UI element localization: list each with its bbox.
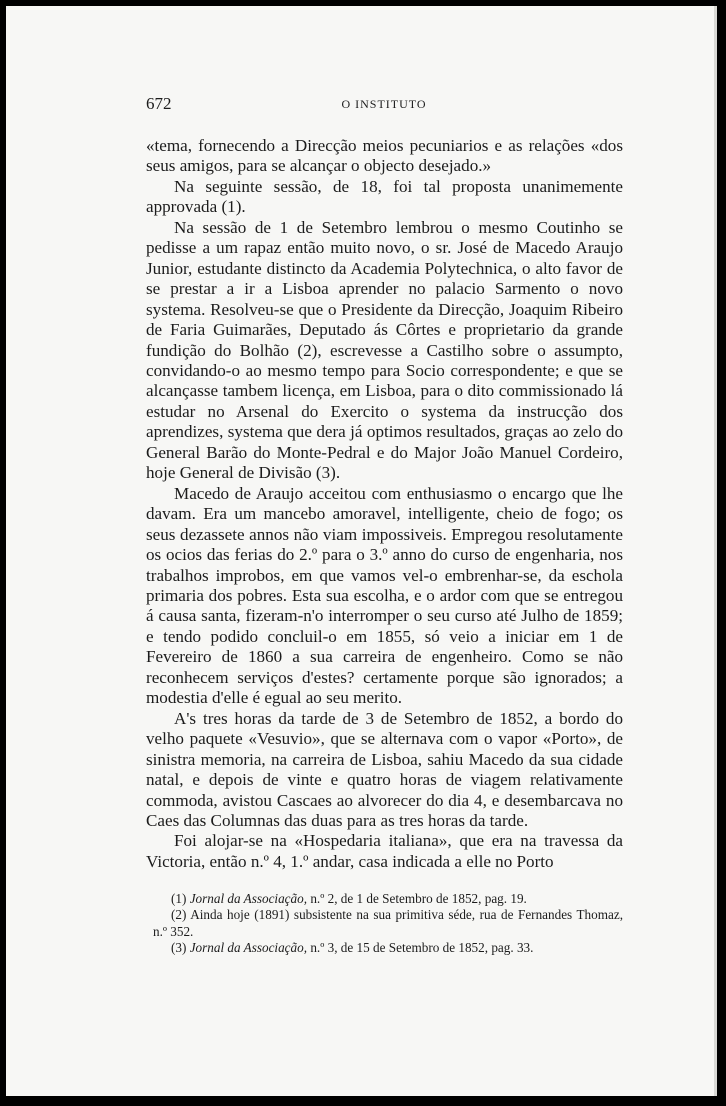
footnotes [153,891,623,957]
footnote-mark: (3) [171,940,187,956]
footnote [153,940,623,956]
paragraph: Na sessão de 1 de Setembro lembrou o mesmo Coutinho se pedisse a um rapaz então muito novo, o sr. José de Macedo Araujo Junior, estudante distincto da Academia Polytechnica, o alto favor de se prestar a ir a Lisboa aprender no palacio Sarmento o novo systema. Resolveu-se que o Presidente da Direcção, Joaquim Ribeiro de Faria Guimarães, Deputado ás Côrtes e proprietario da grande fundição do Bolhão (2), escrevesse a Castilho sobre o assumpto, convidando-o ao mesmo tempo para Socio correspondente; e que se alcançasse tambem licença, em Lisboa, para o dito commissionado lá estudar no Arsenal do Exercito o systema da instrucção dos aprendizes, systema que dera já optimos resultados, graças ao zelo do General Barão do Monte-Pedral e do Major João Manuel Cordeiro, hoje General de Divisão (3). [146,217,623,483]
paragraph: Macedo de Araujo acceitou com enthusiasmo o encargo que lhe davam. Era um mancebo amoravel, intelligente, cheio de fogo; os seus dezassete annos não viam impossiveis. Empregou resolutamente os ocios das ferias do 2.º para o 3.º anno do curso de engenharia, nos trabalhos improbos, em que vamos vel-o embrenhar-se, da eschola primaria dos pobres. Esta sua escolha, e o ardor com que se entregou á causa santa, fizeram-n'o interromper o seu curso até Julho de 1859; e tendo podido concluil-o em 1855, só veio a iniciar em 1 de Fevereiro de 1860 a sua carreira de engenheiro. Como se não reconhecem serviços d'estes? certamente porque são ignorados; a modestia d'elle é egual ao seu merito. [146,483,623,708]
page-number: 672 [146,94,172,113]
paragraph: «tema, fornecendo a Direcção meios pecuniarios e as relações «dos seus amigos, para se alcançar o objecto desejado.» [146,136,623,176]
footnote-mark: (1) [171,891,187,906]
footnote-text: n.º 2, de 1 de Setembro de 1852, pag. 19. [310,891,527,906]
body-text [146,136,623,872]
paragraph: A's tres horas da tarde de 3 de Setembro de 1852, a bordo do velho paquete «Vesuvio», que se alternava com o vapor «Porto», de sinistra memoria, na carreira de Lisboa, sahiu Macedo da sua cidade natal, e depois de vinte e quatro horas de viagem relativamente commoda, avistou Cascaes ao alvorecer do dia 4, e desembarcava no Caes das Columnas das duas para as tres horas da tarde. [146,708,623,830]
footnote [153,907,623,940]
book-page [6,6,717,1096]
footnote-text: n.º 3, de 15 de Setembro de 1852, pag. 33. [310,940,534,956]
paragraph: Na seguinte sessão, de 18, foi tal proposta unanimemente approvada (1). [146,176,623,217]
footnote-text: Ainda hoje (1891) subsistente na sua primitiva séde, rua de Fernandes Thomaz, n.º 352. [153,907,623,939]
footnote-mark: (2) [171,907,187,923]
paragraph: Foi alojar-se na «Hospedaria italiana», que era na travessa da Victoria, então n.º 4, 1.º andar, casa indicada a elle no Porto [146,831,623,871]
running-title: O INSTITUTO [341,97,427,111]
footnote-source: Jornal da Associação, [189,891,308,906]
footnote [153,891,623,907]
page-header [146,94,622,116]
footnote-source: Jornal da Associação, [189,940,308,956]
